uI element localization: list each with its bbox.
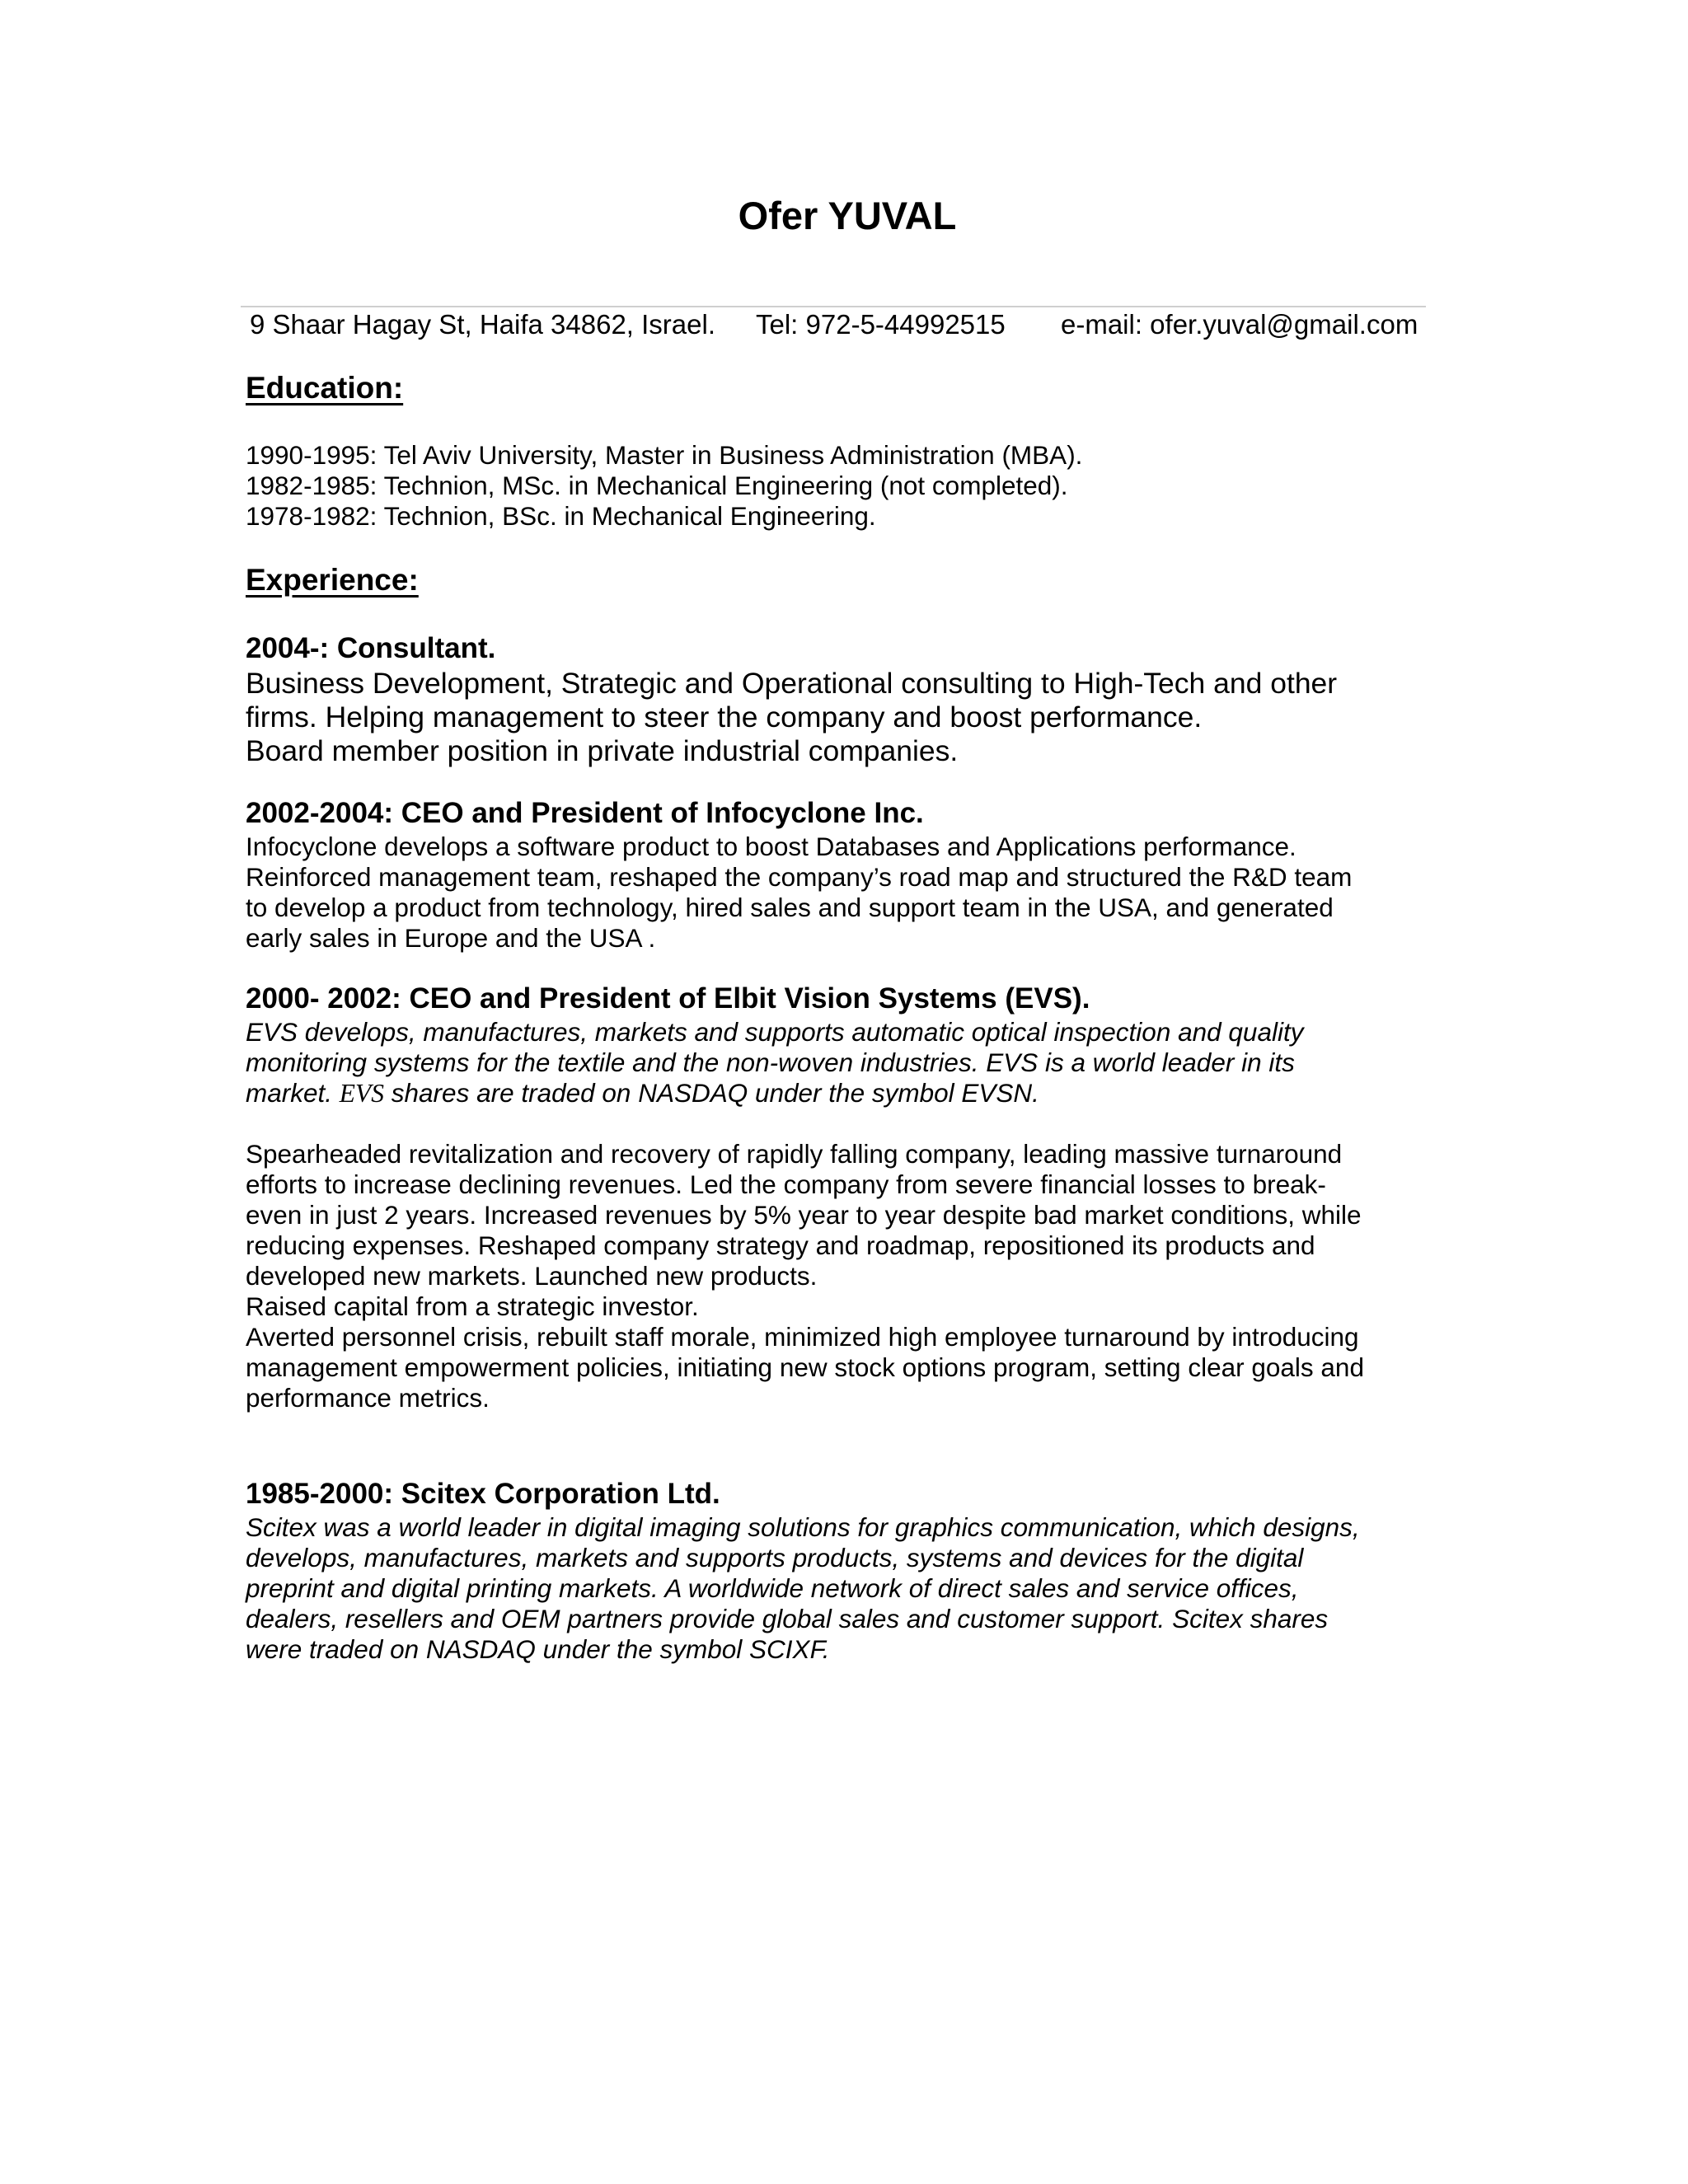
contact-address: 9 Shaar Hagay St, Haifa 34862, Israel. bbox=[250, 309, 715, 340]
company-description bbox=[246, 1512, 1441, 1665]
education-item: 1978-1982: Technion, BSc. in Mechanical Engineering. bbox=[246, 501, 876, 531]
description-line: were traded on NASDAQ under the symbol SCIXF. bbox=[246, 1634, 830, 1664]
candidate-name: Ofer YUVAL bbox=[738, 194, 957, 237]
description-line: Board member position in private industrial companies. bbox=[246, 734, 959, 767]
education-item: 1990-1995: Tel Aviv University, Master in Business Administration (MBA). bbox=[246, 440, 1083, 470]
job-description bbox=[246, 832, 1441, 954]
evs-abbreviation: EVS bbox=[339, 1079, 385, 1108]
job-scitex bbox=[246, 1476, 1441, 1665]
description-line: firms. Helping management to steer the company and boost performance. bbox=[246, 701, 1203, 733]
achievement-line: efforts to increase declining revenues. Led the company from severe financial losses to break- bbox=[246, 1169, 1326, 1199]
achievement-line: performance metrics. bbox=[246, 1383, 490, 1413]
job-description bbox=[246, 667, 1441, 768]
education-item: 1982-1985: Technion, MSc. in Mechanical Engineering (not completed). bbox=[246, 471, 1068, 500]
description-line bbox=[246, 1078, 1441, 1108]
description-line: develops, manufactures, markets and supports products, systems and devices for the digital bbox=[246, 1543, 1304, 1572]
description-line: Scitex was a world leader in digital imaging solutions for graphics communication, which designs, bbox=[246, 1512, 1360, 1542]
description-line: early sales in Europe and the USA . bbox=[246, 923, 656, 953]
education-heading: Education: bbox=[246, 371, 404, 405]
job-consultant bbox=[246, 630, 1441, 768]
description-line: to develop a product from technology, hired sales and support team in the USA, and generated bbox=[246, 893, 1334, 922]
description-line: EVS develops, manufactures, markets and supports automatic optical inspection and quality bbox=[246, 1017, 1304, 1047]
resume-body bbox=[246, 368, 1441, 1665]
description-line: dealers, resellers and OEM partners provide global sales and customer support. Scitex shares bbox=[246, 1604, 1329, 1633]
achievement-line: management empowerment policies, initiating new stock options program, setting clear goals and bbox=[246, 1352, 1364, 1382]
description-line: monitoring systems for the textile and the non-woven industries. EVS is a world leader in its bbox=[246, 1047, 1295, 1077]
achievement-line: reducing expenses. Reshaped company strategy and roadmap, repositioned its products and bbox=[246, 1230, 1315, 1260]
job-infocyclone bbox=[246, 795, 1441, 954]
contact-phone: Tel: 972-5-44992515 bbox=[756, 309, 1006, 340]
job-title: 1985-2000: Scitex Corporation Ltd. bbox=[246, 1478, 720, 1510]
job-title: 2002-2004: CEO and President of Infocyclone Inc. bbox=[246, 797, 924, 829]
description-line: Infocyclone develops a software product to boost Databases and Applications performance. bbox=[246, 832, 1296, 861]
achievement-line: developed new markets. Launched new products. bbox=[246, 1261, 818, 1291]
description-line: preprint and digital printing markets. A worldwide network of direct sales and service offices, bbox=[246, 1573, 1299, 1603]
job-elbit-vision-systems bbox=[246, 981, 1441, 1413]
achievement-line: even in just 2 years. Increased revenues by 5% year to year despite bad market conditions, while bbox=[246, 1200, 1362, 1230]
contact-email: e-mail: ofer.yuval@gmail.com bbox=[1061, 309, 1418, 340]
company-description bbox=[246, 1017, 1441, 1108]
job-achievements bbox=[246, 1139, 1441, 1413]
experience-heading: Experience: bbox=[246, 563, 419, 597]
description-line: Business Development, Strategic and Operational consulting to High-Tech and other bbox=[246, 667, 1338, 700]
description-line: Reinforced management team, reshaped the company’s road map and structured the R&D team bbox=[246, 862, 1353, 892]
achievement-line: Averted personnel crisis, rebuilt staff morale, minimized high employee turnaround by introducing bbox=[246, 1322, 1359, 1352]
job-title: 2000- 2002: CEO and President of Elbit Vision Systems (EVS). bbox=[246, 982, 1090, 1015]
job-title: 2004-: Consultant. bbox=[246, 632, 496, 664]
description-text: market. bbox=[246, 1078, 340, 1108]
achievement-line: Raised capital from a strategic investor. bbox=[246, 1291, 699, 1321]
education-list bbox=[246, 440, 1441, 532]
description-text: shares are traded on NASDAQ under the symbol EVSN. bbox=[384, 1078, 1039, 1108]
achievement-line: Spearheaded revitalization and recovery of rapidly falling company, leading massive turnaround bbox=[246, 1139, 1343, 1169]
